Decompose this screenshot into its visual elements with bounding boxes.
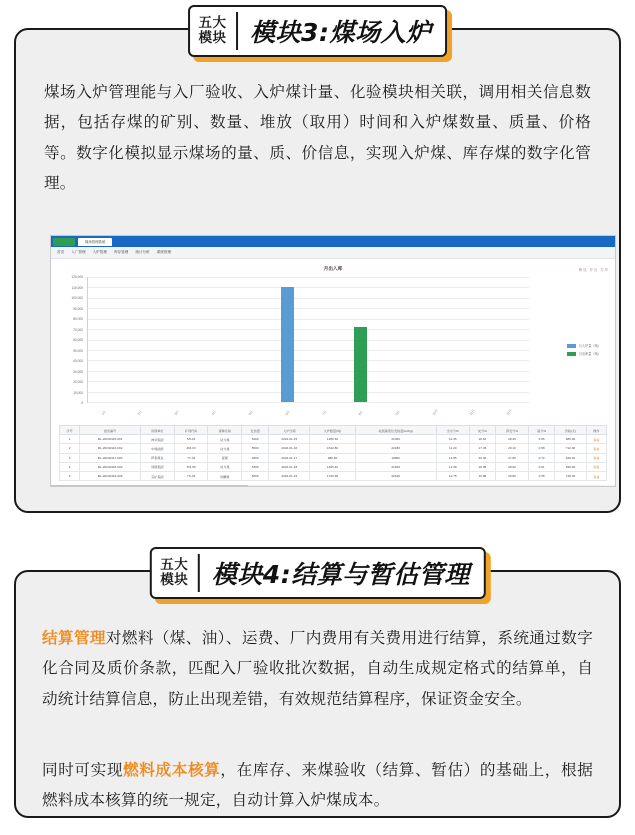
gridline-4 — [88, 319, 529, 320]
table-cell-2-11: 27.80 — [496, 453, 529, 462]
table-cell-2-6: 2024-01-17 — [269, 453, 310, 462]
table-cell-2-13: 640.00 — [555, 453, 586, 462]
table-cell-3-11: 28.92 — [496, 462, 529, 471]
gridline-3 — [88, 308, 529, 309]
table-cell-3-12: 0.61 — [529, 462, 555, 471]
table-cell-2-14[interactable]: 查看 — [586, 453, 606, 462]
table-cell-1-13: 712.00 — [555, 444, 586, 453]
module-4-badge — [149, 547, 485, 599]
table-cell-2-3: YT-02 — [174, 453, 208, 462]
table-cell-0-6: 2024-01-15 — [269, 435, 310, 444]
module-4-paragraph-2-rest: ，在库存、来煤验收（结算、暂估）的基础上，根据燃料成本核算的统一规定，自动计算入炉煤成本。 — [42, 762, 593, 810]
table-cell-4-4: 洗精煤 — [208, 471, 242, 480]
table-cell-2-0: 3 — [60, 453, 80, 462]
table-cell-0-12: 0.65 — [529, 435, 555, 444]
y-tick-1: 110,000 — [71, 285, 83, 290]
table-cell-2-9: 13.85 — [436, 453, 469, 462]
gridline-2 — [88, 298, 529, 299]
table-col-header-2[interactable]: 供煤单位 — [140, 426, 174, 435]
legend-item-1 — [567, 351, 601, 356]
x-tick-2: 3月 — [173, 409, 181, 416]
legend-label-1: 月出库量（吨） — [578, 352, 601, 356]
table-cell-1-11: 29.10 — [496, 444, 529, 453]
table-cell-4-14[interactable]: 查看 — [586, 471, 606, 480]
table-cell-1-9: 11.20 — [436, 444, 469, 453]
table-col-header-6[interactable]: 入炉日期 — [269, 426, 310, 435]
y-tick-6: 60,000 — [73, 338, 83, 342]
module-3-paragraph: 煤场入炉管理能与入厂验收、入炉煤计量、化验模块相关联，调用相关信息数据，包括存煤的矿别、数量、堆放（取用）时间和入炉煤数量、质量、价格等。数字化模拟显示煤场的量、质、价信息，实现入炉煤、库存煤的数字化管理。 — [44, 84, 591, 193]
table-col-header-10[interactable]: 灰分% — [469, 426, 495, 435]
y-tick-4: 80,000 — [73, 317, 83, 321]
x-tick-6: 7月 — [321, 409, 328, 416]
module-4-paragraph-2 — [42, 756, 593, 817]
table-cell-1-10: 17.45 — [469, 444, 495, 453]
table-cell-2-4: 混煤 — [208, 453, 242, 462]
table-cell-2-12: 0.72 — [529, 453, 555, 462]
table-cell-1-7: 1542.80 — [310, 444, 355, 453]
y-tick-2: 100,000 — [71, 296, 83, 300]
table-cell-1-12: 0.58 — [529, 444, 555, 453]
x-tick-11: 12月 — [505, 408, 513, 416]
table-cell-1-4: 动力煤 — [208, 444, 242, 453]
table-cell-3-6: 2024-01-18 — [269, 462, 310, 471]
table-col-header-11[interactable]: 挥发分% — [496, 426, 529, 435]
module-4-title: 模块4:结算与暂估管理 — [211, 560, 470, 589]
table-cell-3-13: 695.00 — [555, 462, 586, 471]
table-col-header-5[interactable]: 发热量 — [242, 426, 269, 435]
table-cell-0-3: SH-01 — [174, 435, 208, 444]
x-tick-9: 10月 — [431, 408, 439, 416]
gridline-10 — [88, 381, 529, 382]
y-tick-11: 10,000 — [73, 390, 83, 395]
x-tick-7: 8月 — [358, 409, 365, 416]
table-cell-4-5: 5600 — [242, 471, 269, 480]
table-cell-0-13: 685.00 — [555, 435, 586, 444]
table-cell-0-0: 1 — [60, 435, 80, 444]
x-tick-3: 4月 — [210, 409, 217, 416]
table-col-header-0[interactable]: 序号 — [60, 426, 80, 435]
x-axis — [87, 403, 529, 417]
table-row[interactable] — [60, 435, 607, 444]
table-cell-4-6: 2024-01-19 — [269, 471, 310, 480]
table-cell-1-14[interactable]: 查看 — [586, 444, 606, 453]
table-cell-3-2: 同煤集团 — [140, 462, 174, 471]
table-col-header-14[interactable]: 操作 — [586, 426, 606, 435]
screenshot-content — [51, 259, 615, 487]
gridline-11 — [88, 392, 529, 393]
y-tick-9: 30,000 — [73, 369, 83, 374]
table-cell-1-8: 22180 — [355, 444, 436, 453]
x-tick-8: 9月 — [394, 409, 402, 416]
table-cell-4-7: 1720.90 — [310, 471, 355, 480]
table-cell-3-5: 5300 — [242, 462, 269, 471]
table-cell-3-1: RL-20240118-004 — [80, 462, 141, 471]
plot-area — [87, 277, 529, 403]
y-tick-12: 0 — [81, 401, 83, 405]
table-cell-4-8: 22640 — [355, 471, 436, 480]
table-cell-4-9: 10.75 — [436, 471, 469, 480]
module-card-4 — [14, 557, 621, 818]
table-cell-0-1: RL-20240115-001 — [80, 435, 141, 444]
table-cell-1-5: 5500 — [242, 444, 269, 453]
table-cell-3-14[interactable]: 查看 — [586, 462, 606, 471]
table-cell-4-2: 兖矿集团 — [140, 471, 174, 480]
table-cell-0-10: 18.62 — [469, 435, 495, 444]
table-cell-4-13: 738.00 — [555, 471, 586, 480]
table-cell-4-11: 29.65 — [496, 471, 529, 480]
table-cell-0-14[interactable]: 查看 — [586, 435, 606, 444]
bar-1-7[interactable] — [354, 327, 367, 402]
gridline-0 — [88, 277, 529, 278]
highlight-settlement-management: 结算管理 — [42, 630, 106, 647]
toolbar-item-5[interactable]: 系统管理 — [156, 250, 172, 254]
y-tick-5: 70,000 — [73, 327, 83, 332]
badge-label-line2-2: 模块 — [160, 572, 189, 587]
table-cell-1-2: 中煤能源 — [140, 444, 174, 453]
data-table — [59, 425, 607, 481]
bar-chart — [59, 277, 607, 417]
badge-label-line2: 模块 — [198, 30, 227, 45]
table-col-header-13[interactable]: 价格(元) — [555, 426, 586, 435]
legend-swatch-green — [567, 352, 576, 356]
legend-item-0 — [567, 343, 601, 348]
table-cell-3-8: 21460 — [355, 462, 436, 471]
chart-legend — [567, 343, 601, 359]
screenshot-titlebar — [51, 236, 615, 247]
table-cell-0-5: 5200 — [242, 435, 269, 444]
table-col-header-9[interactable]: 全水分% — [436, 426, 469, 435]
y-tick-7: 50,000 — [73, 348, 83, 353]
table-cell-1-1: RL-20240116-002 — [80, 444, 141, 453]
x-tick-5: 6月 — [284, 409, 291, 416]
x-tick-1: 2月 — [137, 409, 144, 416]
table-cell-2-10: 20.30 — [469, 453, 495, 462]
gridline-6 — [88, 340, 529, 341]
table-cell-0-8: 21050 — [355, 435, 436, 444]
table-cell-0-4: 动力煤 — [208, 435, 242, 444]
gridline-1 — [88, 287, 529, 288]
y-tick-3: 90,000 — [73, 306, 83, 311]
table-row[interactable] — [60, 444, 607, 453]
table-cell-2-5: 4800 — [242, 453, 269, 462]
table-col-header-4[interactable]: 煤种名称 — [208, 426, 242, 435]
system-screenshot — [50, 235, 616, 487]
module-3-title: 模块3:煤场入炉 — [250, 18, 432, 47]
table-cell-2-7: 980.60 — [310, 453, 355, 462]
badge-label-line1: 五大 — [198, 15, 227, 31]
x-tick-4: 5月 — [247, 409, 254, 416]
y-axis — [59, 277, 85, 403]
table-row[interactable] — [60, 462, 607, 471]
horizontal-scrollbar[interactable] — [51, 485, 615, 487]
table-cell-4-12: 0.55 — [529, 471, 555, 480]
table-cell-4-10: 16.88 — [469, 471, 495, 480]
table-row[interactable] — [60, 471, 607, 480]
screenshot-toolbar — [51, 247, 615, 259]
module-4-paragraph-2-pre: 同时可实现 — [42, 762, 124, 779]
y-tick-10: 20,000 — [73, 380, 83, 384]
toolbar-item-2[interactable]: 入炉管理 — [92, 250, 107, 254]
x-tick-0: 1月 — [100, 409, 107, 416]
table-body — [60, 435, 607, 481]
toolbar-item-0[interactable]: 首页 — [57, 250, 65, 254]
app-logo — [53, 238, 75, 246]
gridline-7 — [88, 350, 529, 351]
chart-toolbar[interactable]: 筛选 导出 打印 — [578, 268, 609, 272]
chart-title: 月出入库 — [323, 266, 343, 271]
table-cell-3-10: 18.05 — [469, 462, 495, 471]
table-cell-0-11: 28.45 — [496, 435, 529, 444]
table-cell-0-2: 神华集团 — [140, 435, 174, 444]
module-3-badge — [188, 5, 448, 57]
toolbar-item-4[interactable]: 统计分析 — [135, 250, 150, 254]
table-cell-2-8: 19860 — [355, 453, 436, 462]
table-cell-1-6: 2024-01-16 — [269, 444, 310, 453]
table-cell-3-9: 12.08 — [436, 462, 469, 471]
badge-label-five-modules — [190, 7, 236, 55]
table-header-row — [60, 426, 607, 435]
module-4-paragraph-1 — [42, 624, 593, 715]
badge-label-line1-2: 五大 — [160, 557, 189, 573]
gridline-5 — [88, 329, 529, 330]
table-col-header-12[interactable]: 硫分% — [529, 426, 555, 435]
toolbar-item-3[interactable]: 库存管理 — [113, 250, 129, 254]
table-row[interactable] — [60, 453, 607, 462]
table-cell-2-1: RL-20240117-003 — [80, 453, 141, 462]
table-cell-0-7: 1280.50 — [310, 435, 355, 444]
gridline-9 — [88, 371, 529, 372]
table-cell-0-9: 12.35 — [436, 435, 469, 444]
table-cell-3-4: 动力煤 — [208, 462, 242, 471]
table-col-header-3[interactable]: 矿别代码 — [174, 426, 208, 435]
table-cell-1-3: ZM-03 — [174, 444, 208, 453]
browser-tab[interactable]: 煤场管理系统 — [78, 238, 112, 246]
table-cell-1-0: 2 — [60, 444, 80, 453]
table-col-header-8[interactable]: 收到基低位发热量(kJ/kg) — [355, 426, 436, 435]
y-tick-8: 40,000 — [73, 359, 83, 363]
legend-swatch-blue — [567, 344, 576, 348]
table-col-header-1[interactable]: 批次编号 — [80, 426, 141, 435]
table-cell-3-7: 1365.40 — [310, 462, 355, 471]
table-col-header-7[interactable]: 入炉数量(吨) — [310, 426, 355, 435]
table-cell-4-0: 5 — [60, 471, 80, 480]
toolbar-item-1[interactable]: 入厂管理 — [71, 250, 86, 254]
module-card-3 — [14, 15, 621, 513]
x-tick-10: 11月 — [468, 408, 476, 416]
table-cell-4-3: YK-01 — [174, 471, 208, 480]
highlight-fuel-cost-accounting: 燃料成本核算 — [123, 762, 221, 779]
table-cell-2-2: 伊泰煤业 — [140, 453, 174, 462]
bar-0-5[interactable] — [281, 287, 294, 402]
table-cell-3-3: TM-05 — [174, 462, 208, 471]
y-tick-0: 120,000 — [71, 275, 83, 279]
table-cell-4-1: RL-20240119-005 — [80, 471, 141, 480]
module-4-paragraph-1-rest: 对燃料（煤、油）、运费、厂内费用有关费用进行结算，系统通过数字化合同及质价条款，匹配入厂验收批次数据，自动生成规定格式的结算单，自动统计结算信息，防止出现差错，有效规范结算程序，保证资金安全。 — [42, 630, 593, 708]
gridline-8 — [88, 360, 529, 361]
badge-label-five-modules-2 — [151, 549, 197, 597]
legend-label-0: 月入炉量（吨） — [578, 344, 601, 348]
table-cell-3-0: 4 — [60, 462, 80, 471]
